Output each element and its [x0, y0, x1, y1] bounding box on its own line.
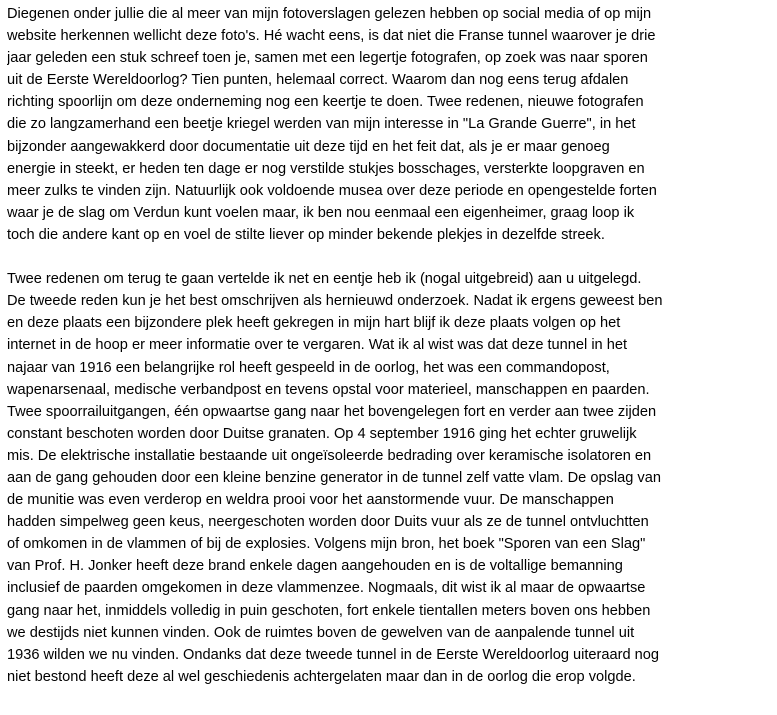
text-line: niet bestond heeft deze al wel geschiedenis achtergelaten maar dan in de oorlog die erop volgde. — [7, 668, 636, 685]
paragraph-intro — [7, 3, 770, 246]
text-line: aan de gang gehouden door een kleine benzine generator in de tunnel zelf vatte vlam. De opslag van — [7, 469, 661, 486]
text-line: najaar van 1916 een belangrijke rol heeft gespeeld in de oorlog, het was een commandopost, — [7, 359, 610, 376]
text-line: die zo langzamerhand een beetje kriegel werden van mijn interesse in "La Grande Guerre", in het — [7, 116, 636, 133]
paragraph-spacer — [7, 246, 770, 268]
text-line: hadden simpelweg geen keus, neergeschoten worden door Duits vuur als ze de tunnel ontvluchtten — [7, 514, 649, 531]
text-line: toch die andere kant op en voel de stilte liever op minder bekende plekjes in dezelfde streek. — [7, 226, 605, 243]
text-line: wapenarsenaal, medische verbandpost en tevens opstal voor materieel, manschappen en paarden. — [7, 381, 650, 398]
text-line: De tweede reden kun je het best omschrijven als hernieuwd onderzoek. Nadat ik ergens geweest ben — [7, 293, 663, 310]
text-line: we destijds niet kunnen vinden. Ook de ruimtes boven de gewelven van de aanpalende tunnel uit — [7, 624, 635, 641]
text-line: bijzonder aangewakkerd door documentatie uit deze tijd en het feit dat, als je er maar genoeg — [7, 138, 610, 155]
text-line: inclusief de paarden omgekomen in deze vlammenzee. Nogmaals, dit wist ik al maar de opwaartse — [7, 580, 646, 597]
text-line: mis. De elektrische installatie bestaande uit ongeïsoleerde bedrading over keramische isolatoren en — [7, 447, 652, 464]
text-line: gang naar het, inmiddels volledig in puin geschoten, fort enkele tientallen meters boven ons hebben — [7, 602, 651, 619]
text-line: richting spoorlijn om deze onderneming nog een keertje te doen. Twee redenen, nieuwe fotografen — [7, 94, 644, 111]
text-line: waar je de slag om Verdun kunt voelen maar, ik ben nou eenmaal een eigenheimer, graag loop ik — [7, 204, 635, 221]
text-line: of omkomen in de vlammen of bij de explosies. Volgens mijn bron, het boek "Sporen van een Slag" — [7, 536, 646, 553]
text-line: Diegenen onder jullie die al meer van mijn fotoverslagen gelezen hebben op social media of op mijn — [7, 6, 652, 22]
text-line: en deze plaats een bijzondere plek heeft gekregen in mijn hart blijf ik deze plaats volgen op het — [7, 315, 621, 332]
text-line: Twee redenen om terug te gaan vertelde ik net en eentje heb ik (nogal uitgebreid) aan u uitgelegd. — [7, 271, 642, 288]
text-line: meer zulks te vinden zijn. Natuurlijk ook voldoende musea over deze periode en opengestelde forten — [7, 182, 657, 199]
text-line: Twee spoorrailuitgangen, één opwaartse gang naar het bovengelegen fort en verder aan twee zijden — [7, 403, 657, 420]
text-line: jaar geleden een stuk schreef toen je, samen met een legertje fotografen, op zoek was naar sporen — [7, 50, 648, 67]
text-line: constant beschoten worden door Duitse granaten. Op 4 september 1916 ging het echter gruwelijk — [7, 425, 637, 442]
text-line: energie in steekt, er heden ten dage er nog verstilde stukjes bosschages, versterkte loopgraven en — [7, 160, 645, 177]
text-line: van Prof. H. Jonker heeft deze brand enkele dagen aangehouden en is de voltallige bemanning — [7, 558, 623, 575]
text-line: de munitie was even verderop en weldra prooi voor het aanstormende vuur. De manschappen — [7, 492, 614, 509]
text-line: website herkennen wellicht deze foto's. Hé wacht eens, is dat niet die Franse tunnel waarover je drie — [7, 28, 656, 45]
text-line: internet in de hoop er meer informatie over te vergaren. Wat ik al wist was dat deze tunnel in het — [7, 337, 628, 354]
text-line: 1936 wilden we nu vinden. Ondanks dat deze tweede tunnel in de Eerste Wereldoorlog uiteraard nog — [7, 646, 660, 663]
paragraph-research — [7, 268, 770, 688]
text-line: uit de Eerste Wereldoorlog? Tien punten, helemaal correct. Waarom dan nog eens terug afdalen — [7, 72, 629, 89]
